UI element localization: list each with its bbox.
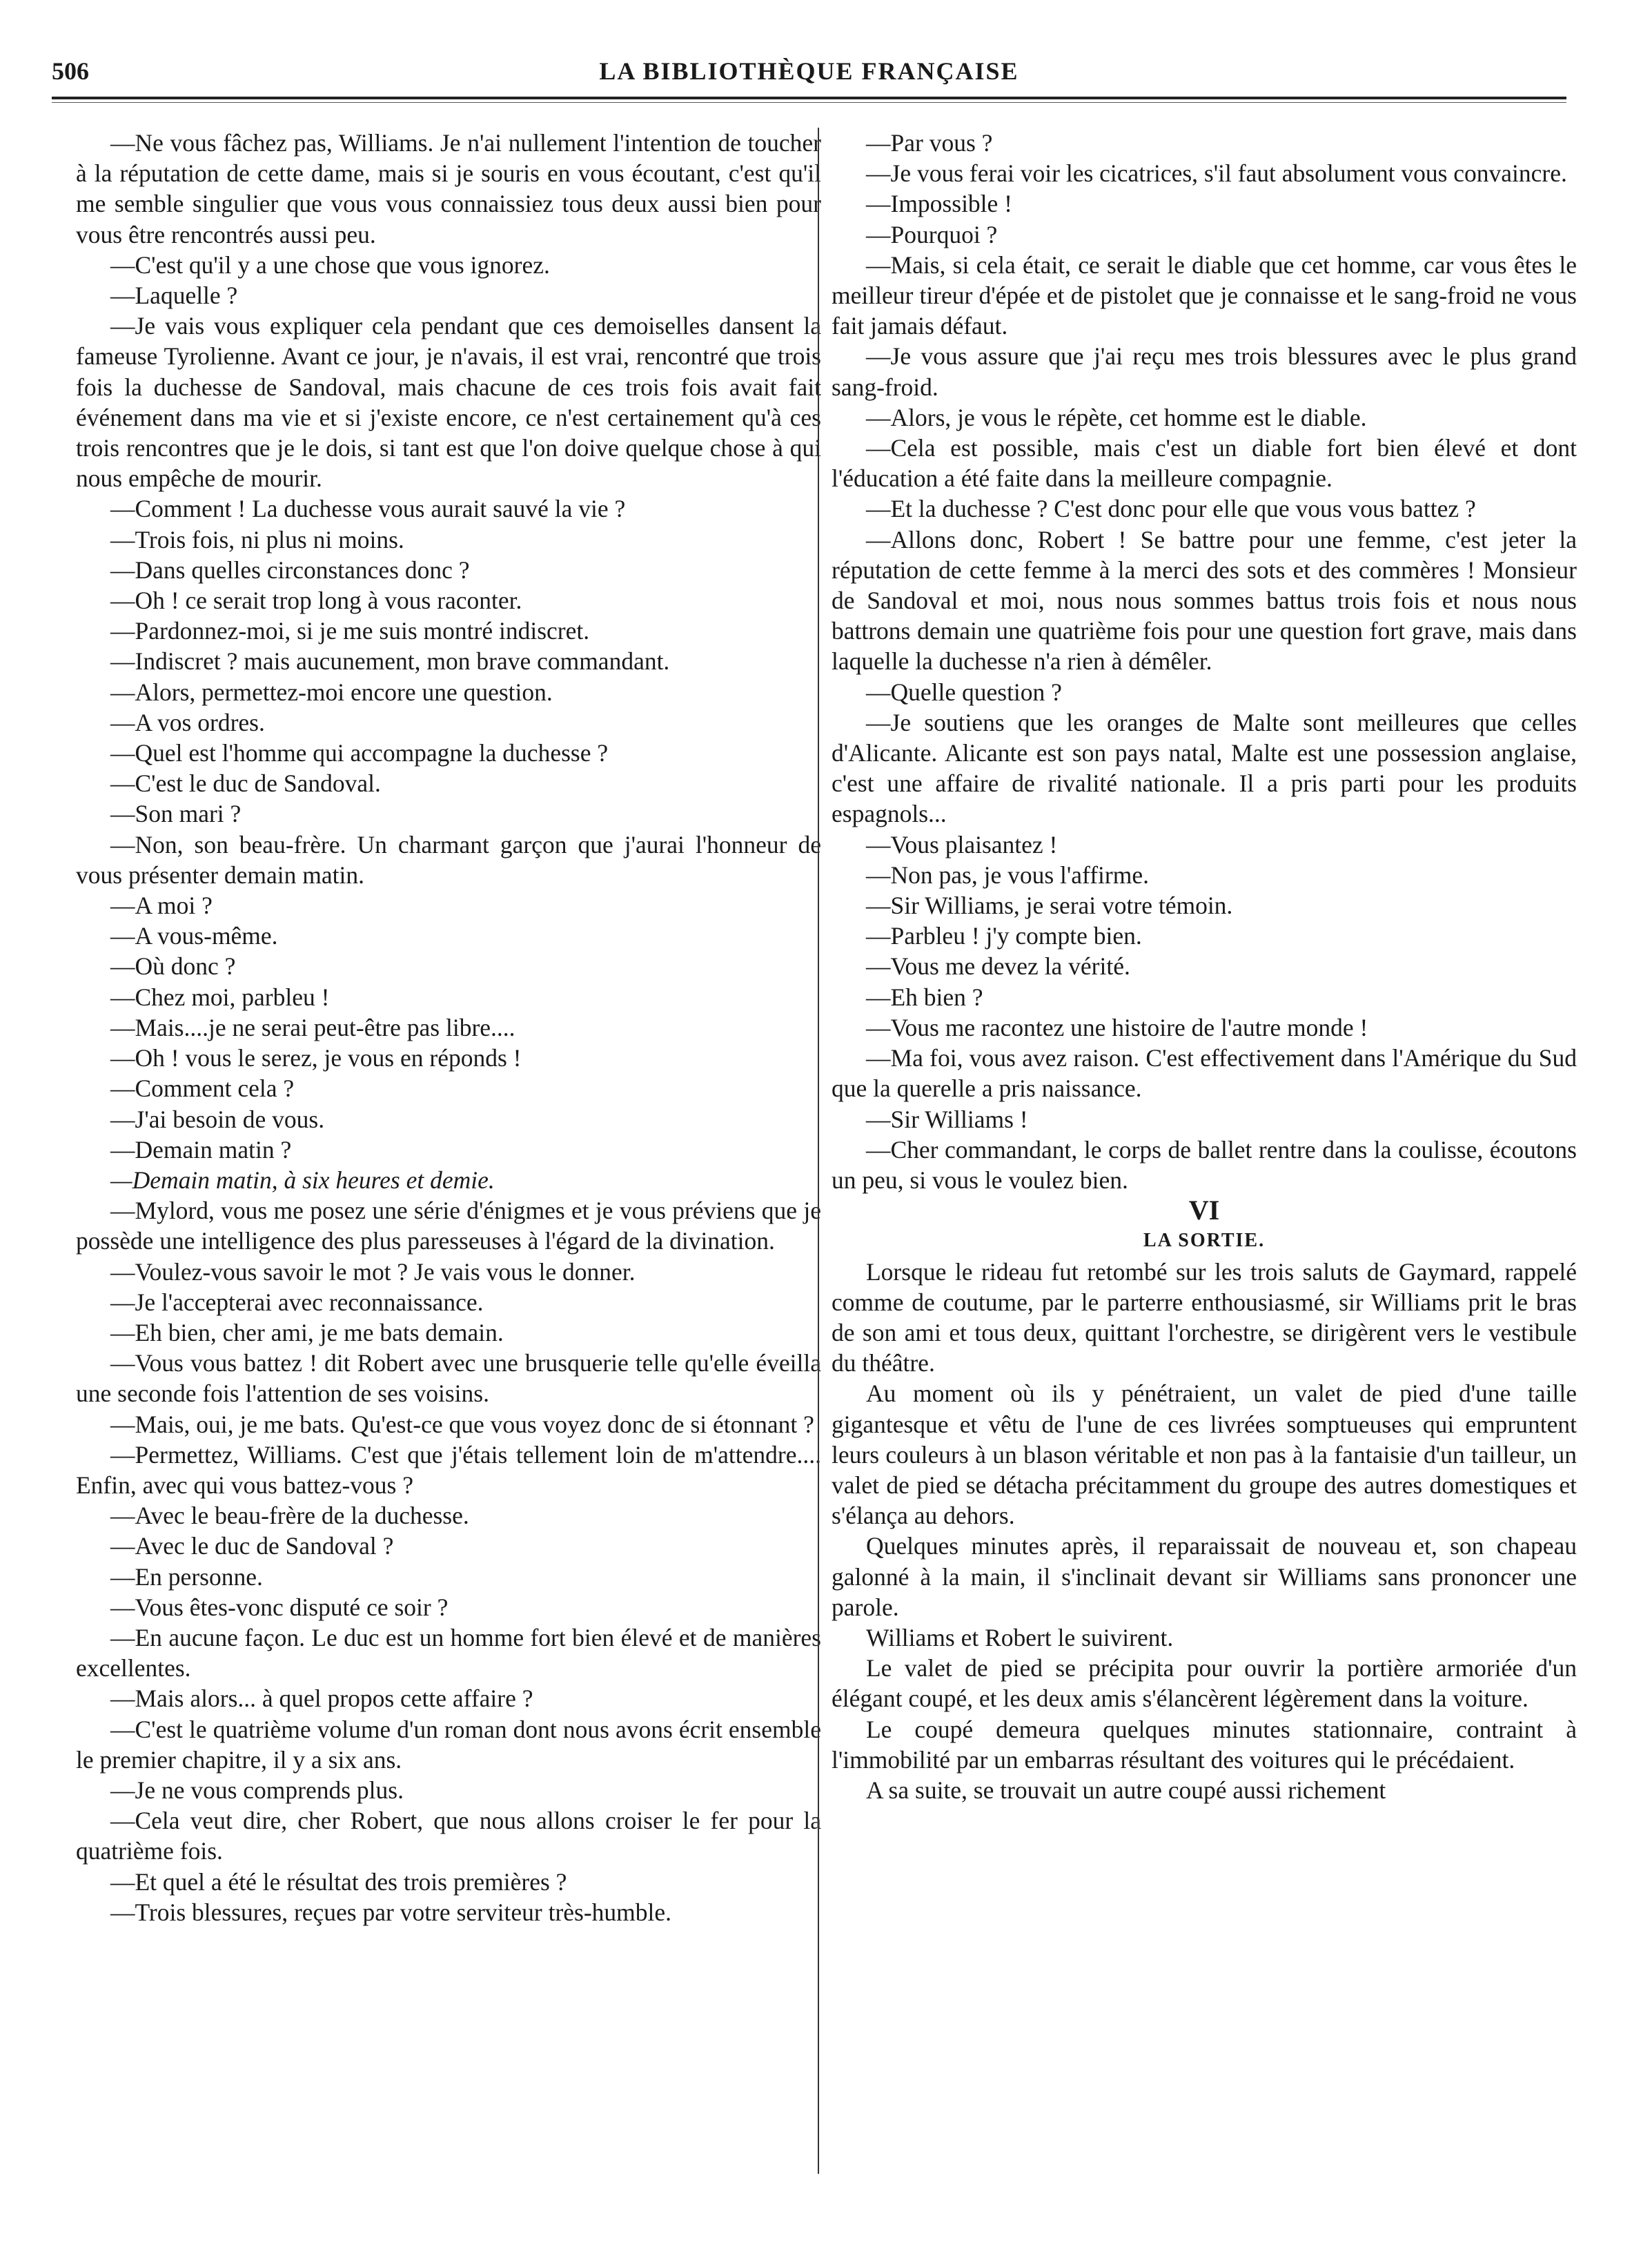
paragraph: —Ne vous fâchez pas, Williams. Je n'ai nullement l'intention de toucher à la réputation de cette dame, mais si je souris en vous écoutant, c'est qu'il me semble singulier que vous vous connaissiez tous deux aussi bien pour vous être rencontrés aussi peu.	[76, 129, 821, 248]
paragraph: —Par vous ?	[866, 129, 993, 157]
paragraph: —Quel est l'homme qui accompagne la duchesse ?	[110, 739, 609, 767]
page-number: 506	[52, 57, 89, 85]
paragraph: —Permettez, Williams. C'est que j'étais tellement loin de m'attendre.... Enfin, avec qui vous battez-vous ?	[76, 1440, 821, 1499]
paragraph: —Je vous ferai voir les cicatrices, s'il faut absolument vous convaincre.	[866, 159, 1567, 188]
column-divider	[818, 128, 819, 2174]
paragraph: —Où donc ?	[110, 952, 236, 981]
paragraph: —Comment cela ?	[110, 1074, 295, 1103]
paragraph: —Vous me devez la vérité.	[866, 952, 1130, 981]
paragraph: —Demain matin ?	[110, 1135, 292, 1164]
paragraph: —Je ne vous comprends plus.	[110, 1776, 404, 1804]
paragraph: —Eh bien, cher ami, je me bats demain.	[110, 1318, 504, 1346]
running-title: LA BIBLIOTHÈQUE FRANÇAISE	[599, 57, 1019, 85]
paragraph: —Mais alors... à quel propos cette affaire ?	[110, 1685, 533, 1713]
header-rule	[52, 97, 1566, 99]
paragraph: —Mais....je ne serai peut-être pas libre....	[110, 1013, 515, 1041]
paragraph: Williams et Robert le suivirent.	[866, 1623, 1174, 1651]
paragraph: —Avec le beau-frère de la duchesse.	[110, 1502, 469, 1530]
paragraph: Quelques minutes après, il reparaissait de nouveau et, son chapeau galonné à la main, il s'inclinait devant sir Williams sans prononcer une parole.	[832, 1532, 1577, 1621]
paragraph: —Pourquoi ?	[866, 220, 998, 248]
paragraph: —Dans quelles circonstances donc ?	[110, 556, 470, 584]
paragraph: —Comment ! La duchesse vous aurait sauvé la vie ?	[110, 495, 626, 523]
paragraph: —Allons donc, Robert ! Se battre pour une femme, c'est jeter la réputation de cette femme à la merci des sots et des commères ! Monsieur de Sandoval et moi, nous nous sommes battus trois fois et nous nous battrons demain une quatrième fois pour une question fort grave, mais dans laquelle la duchesse n'a rien à démêler.	[832, 525, 1577, 676]
paragraph: —Eh bien ?	[866, 983, 983, 1011]
paragraph: —Impossible !	[866, 190, 1012, 218]
paragraph: —Trois blessures, reçues par votre serviteur très-humble.	[110, 1898, 672, 1926]
paragraph: —Sir Williams, je serai votre témoin.	[866, 892, 1233, 920]
paragraph: —Trois fois, ni plus ni moins.	[110, 525, 404, 553]
paragraph: —Cher commandant, le corps de ballet rentre dans la coulisse, écoutons un peu, si vous le voulez bien.	[832, 1135, 1577, 1194]
paragraph: —Voulez-vous savoir le mot ? Je vais vous le donner.	[110, 1257, 636, 1286]
paragraph: —Cela veut dire, cher Robert, que nous allons croiser le fer pour la quatrième fois.	[76, 1807, 821, 1865]
paragraph: —Vous plaisantez !	[866, 830, 1058, 858]
paragraph: —A moi ?	[110, 892, 213, 920]
paragraph: —Non, son beau-frère. Un charmant garçon que j'aurai l'honneur de vous présenter demain matin.	[76, 830, 821, 889]
paragraph: —Parbleu ! j'y compte bien.	[866, 922, 1142, 950]
paragraph: —Mais, oui, je me bats. Qu'est-ce que vous voyez donc de si étonnant ?	[110, 1410, 814, 1438]
paragraph: —Vous êtes-vonc disputé ce soir ?	[110, 1593, 449, 1621]
left-column	[76, 128, 821, 1927]
paragraph: —A vos ordres.	[110, 708, 265, 736]
paragraph: —Vous me racontez une histoire de l'autre monde !	[866, 1013, 1368, 1041]
page-header	[52, 50, 1566, 91]
paragraph: —Avec le duc de Sandoval ?	[110, 1532, 394, 1560]
paragraph: —Je vous assure que j'ai reçu mes trois blessures avec le plus grand sang-froid.	[832, 342, 1577, 401]
paragraph: Le valet de pied se précipita pour ouvrir la portière armoriée d'un élégant coupé, et les deux amis s'élancèrent légèrement dans la voiture.	[832, 1654, 1577, 1713]
paragraph: —Indiscret ? mais aucunement, mon brave commandant.	[110, 647, 670, 676]
paragraph: —Quelle question ?	[866, 678, 1062, 706]
paragraph: —Et la duchesse ? C'est donc pour elle que vous vous battez ?	[866, 495, 1476, 523]
paragraph: —Cela est possible, mais c'est un diable fort bien élevé et dont l'éducation a été faite dans la meilleure compagnie.	[832, 434, 1577, 493]
paragraph: —En aucune façon. Le duc est un homme fort bien élevé et de manières excellentes.	[76, 1623, 821, 1682]
paragraph: —Et quel a été le résultat des trois premières ?	[110, 1867, 567, 1896]
paragraph: —Alors, permettez-moi encore une question.	[110, 678, 553, 706]
paragraph: —Chez moi, parbleu !	[110, 983, 330, 1011]
paragraph: A sa suite, se trouvait un autre coupé aussi richement	[866, 1776, 1386, 1804]
paragraph: —Je soutiens que les oranges de Malte sont meilleures que celles d'Alicante. Alicante est son pays natal, Malte est une possession anglaise, c'est une affaire de rivalité nationale. Il a pris parti pour les produits espagnols...	[832, 708, 1577, 828]
paragraph: —C'est qu'il y a une chose que vous ignorez.	[110, 251, 550, 279]
paragraph: —Mylord, vous me posez une série d'énigmes et je vous préviens que je possède une intelligence des plus paresseuses à l'égard de la divination.	[76, 1197, 821, 1255]
right-column	[832, 128, 1577, 1805]
paragraph: —Son mari ?	[110, 800, 242, 828]
paragraph: —Demain matin, à six heures et demie.	[110, 1166, 495, 1194]
paragraph: —Sir Williams !	[866, 1105, 1028, 1133]
paragraph: —Oh ! ce serait trop long à vous raconter.	[110, 587, 522, 615]
paragraph: —Pardonnez-moi, si je me suis montré indiscret.	[110, 617, 590, 645]
paragraph: —Oh ! vous le serez, je vous en réponds !	[110, 1044, 522, 1072]
paragraph: —Laquelle ?	[110, 282, 238, 310]
paragraph: —J'ai besoin de vous.	[110, 1105, 325, 1133]
paragraph: —Mais, si cela était, ce serait le diable que cet homme, car vous êtes le meilleur tireur d'épée et de pistolet que je connaisse et le sang-froid ne vous fait jamais défaut.	[832, 251, 1577, 340]
chapter-number: VI	[1188, 1195, 1220, 1226]
header-rule-thin	[52, 102, 1566, 103]
paragraph: —Non pas, je vous l'affirme.	[866, 861, 1149, 889]
paragraph: Lorsque le rideau fut retombé sur les trois saluts de Gaymard, rappelé comme de coutume, par le parterre enthousiasmé, sir Williams prit le bras de son ami et tous deux, quittant l'orchestre, se dirigèrent vers le vestibule du théâtre.	[832, 1257, 1577, 1377]
paragraph: —A vous-même.	[110, 922, 278, 950]
paragraph: Le coupé demeura quelques minutes stationnaire, contraint à l'immobilité par un embarras résultant des voitures qui le précédaient.	[832, 1715, 1577, 1774]
paragraph: —Vous vous battez ! dit Robert avec une brusquerie telle qu'elle éveilla une seconde fois l'attention de ses voisins.	[76, 1349, 821, 1408]
chapter-title: LA SORTIE.	[1143, 1230, 1266, 1252]
paragraph: —En personne.	[110, 1562, 263, 1591]
paragraph: —Alors, je vous le répète, cet homme est le diable.	[866, 403, 1367, 431]
paragraph: —C'est le duc de Sandoval.	[110, 769, 381, 798]
paragraph: —Je vais vous expliquer cela pendant que ces demoiselles dansent la fameuse Tyrolienne. Avant ce jour, je n'avais, il est vrai, rencontré que trois fois la duchesse de Sandoval, mais chacune de ces trois fois avait fait événement dans ma vie et si j'existe encore, ce n'est certainement qu'à ces trois rencontres que je le dois, si tant est que l'on doive quelque chose à qui nous empêche de mourir.	[76, 312, 821, 493]
paragraph: Au moment où ils y pénétraient, un valet de pied d'une taille gigantesque et vêtu de l'une de ces livrées somptueuses qui empruntent leurs couleurs à un blason véritable et non pas à la fantaisie d'un tailleur, un valet de pied se détacha précitamment du groupe des autres domestiques et s'élança au dehors.	[832, 1380, 1577, 1530]
paragraph: —C'est le quatrième volume d'un roman dont nous avons écrit ensemble le premier chapitre, il y a six ans.	[76, 1715, 821, 1774]
paragraph: —Je l'accepterai avec reconnaissance.	[110, 1288, 484, 1316]
paragraph: —Ma foi, vous avez raison. C'est effectivement dans l'Amérique du Sud que la querelle a pris naissance.	[832, 1044, 1577, 1103]
